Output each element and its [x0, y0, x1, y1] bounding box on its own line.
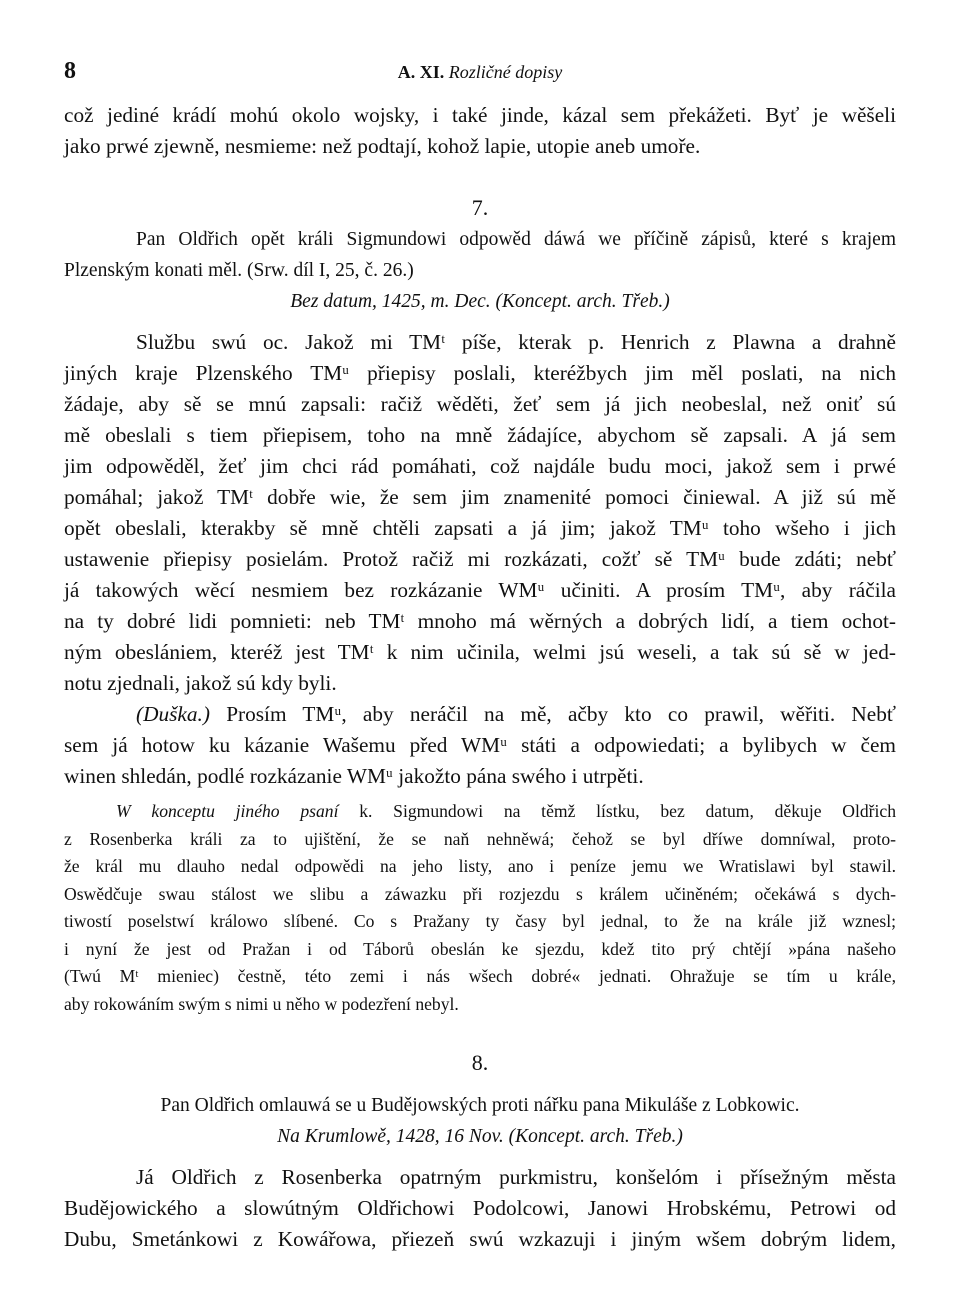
- note-line: (Twú Mᵗ mieniec) čestně, této zemi i nás wšech dobré« jednati. Ohražuje se tím u krále,: [64, 966, 896, 986]
- body-line: opět obeslali, kterakby sě mně chtěli zapsati a já jim; jakož TMᵘ toho wšeho i jich: [64, 516, 896, 540]
- dusek-text: Prosím TMᵘ, aby neráčil na mě, ačby kto co prawil, wěřiti. Nebť: [226, 702, 896, 726]
- letter-body: [64, 327, 896, 792]
- heading-line: Plzenským konati měl. (Srw. díl I, 25, č. 26.): [64, 260, 414, 281]
- body-line: ustawenie přiepisy posielám. Protož račiž mi rozkázati, cožť sě TMᵘ bude zdáti; nebť: [64, 547, 896, 571]
- section-number: 7.: [471, 195, 489, 220]
- body-line: jim odpowěděl, žeť jim chci rád pomáhati, což najdále budu moci, jakož sem i prwé: [64, 454, 896, 478]
- body-line: Budějowického a slowútným Oldřichowi Podolcowi, Janowi Hrobskému, Petrowi od: [64, 1196, 896, 1220]
- body-line: na ty dobré lidi pomnieti: neb TMᵗ mnoho má wěrných a dobrých lidí, a tiem ochot-: [64, 609, 896, 633]
- note-line: [64, 798, 896, 826]
- text-line: což jediné krádí mohú okolo wojsky, i také jinde, kázal sem překážeti. Byť je wěšeli: [64, 103, 896, 127]
- intro-paragraph: [64, 100, 896, 162]
- body-line: Službu swú oc. Jakož mi TMᵗ píše, kterak p. Henrich z Plawna a drahně: [136, 330, 896, 354]
- note-line: že král mu dlauho nedal odpowědi na jeho listy, ano i peníze jemu we Wratislawi byl stawil.: [64, 856, 896, 876]
- section-title: Rozličné dopisy: [448, 62, 563, 82]
- body-line: Dubu, Smetánkowi z Kowářowa, přiezeň swú wzkazuji i jiným wšem dobrým lidem,: [64, 1227, 896, 1251]
- page: [64, 58, 896, 1255]
- letter-body: [64, 1162, 896, 1255]
- dusek-label: (Duška.): [136, 702, 210, 726]
- body-line: winen shledán, podlé rozkázanie WMᵘ jakožto pána swého i utrpěti.: [64, 764, 644, 788]
- note-label: W konceptu jiného psaní: [116, 801, 339, 821]
- date-line: Bez datum, 1425, m. Dec. (Koncept. arch. Třeb.): [290, 291, 670, 312]
- running-title: [64, 62, 896, 83]
- body-line: žádaje, aby sě se mnú zapsali: račiž wěděti, žeť sem já jich neobeslal, než oniť sú: [64, 392, 896, 416]
- note-text: k. Sigmundowi na těmž lístku, bez datum, děkuje Oldřich: [359, 801, 896, 821]
- page-number: 8: [64, 58, 76, 84]
- body-line: notu zjednali, jakož sú kdy byli.: [64, 671, 337, 695]
- date-line: Na Krumlowě, 1428, 16 Nov. (Koncept. arch. Třeb.): [277, 1126, 683, 1147]
- body-line: sem já hotow ku kázanie Wašemu před WMᵘ státi a odpowiedati; a bylibych w čem: [64, 733, 896, 757]
- note-line: z Rosenberka králi za to ujištění, že se naň nehněwá; čehož se byl dříwe domníwal, proto-: [64, 828, 896, 849]
- body-line: pomáhal; jakož TMᵗ dobře wie, že sem jim znamenité pomoci činiewal. A již sú mě: [64, 485, 896, 509]
- section-heading: [64, 224, 896, 286]
- text-line: jako prwé zjewně, nesmieme: než podtají, kohož lapie, utopie aneb umoře.: [64, 134, 701, 158]
- note-line: i nyní že jest od Pražan i od Táborů obeslán ke sjezdu, kdež tito prý chtějí »pána našeho: [64, 938, 896, 959]
- section-7: [64, 193, 896, 1018]
- body-line: Já Oldřich z Rosenberka opatrným purkmistru, konšelóm i přísežným města: [136, 1165, 896, 1189]
- editorial-note: [64, 798, 896, 1018]
- section-heading: Pan Oldřich omlauwá se u Budějowských proti nářku pana Mikuláše z Lobkowic.: [160, 1095, 800, 1116]
- section-number: 8.: [471, 1050, 489, 1075]
- running-header: [64, 58, 896, 88]
- note-line: tiwostí poselstwí králowo slíbené. Co s Pražany ty časy byl jednal, to že na krále již wznesl;: [64, 911, 896, 931]
- body-line: ným obeslániem, kteréž jest TMᵗ k nim učinila, welmi jsú weseli, a tak sú sě w jed-: [64, 640, 896, 664]
- body-line: já takowých wěcí nesmiem bez rozkázanie WMᵘ učiniti. A prosím TMᵘ, aby ráčila: [64, 578, 896, 602]
- dusek-line: [64, 699, 896, 730]
- note-line: Oswědčuje swau stálost we slibu a záwazku při rozjezdu s králem učiněném; očekáwá s dych-: [64, 883, 896, 904]
- section-8: [64, 1048, 896, 1255]
- heading-line: Pan Oldřich opět králi Sigmundowi odpowěd dáwá we příčině zápisů, které s krajem: [136, 229, 896, 250]
- body-line: mě obeslali s tiem přiepisem, toho na mně žádajíce, abychom sě zapsali. A já sem: [64, 423, 896, 447]
- section-label: A. XI.: [397, 62, 445, 82]
- note-line: aby rokowáním swým s nimi u něho w podezření nebyl.: [64, 993, 459, 1014]
- body-line: jiných kraje Plzenského TMᵘ přiepisy poslali, kteréžbych jim měl poslati, na nich: [64, 361, 896, 385]
